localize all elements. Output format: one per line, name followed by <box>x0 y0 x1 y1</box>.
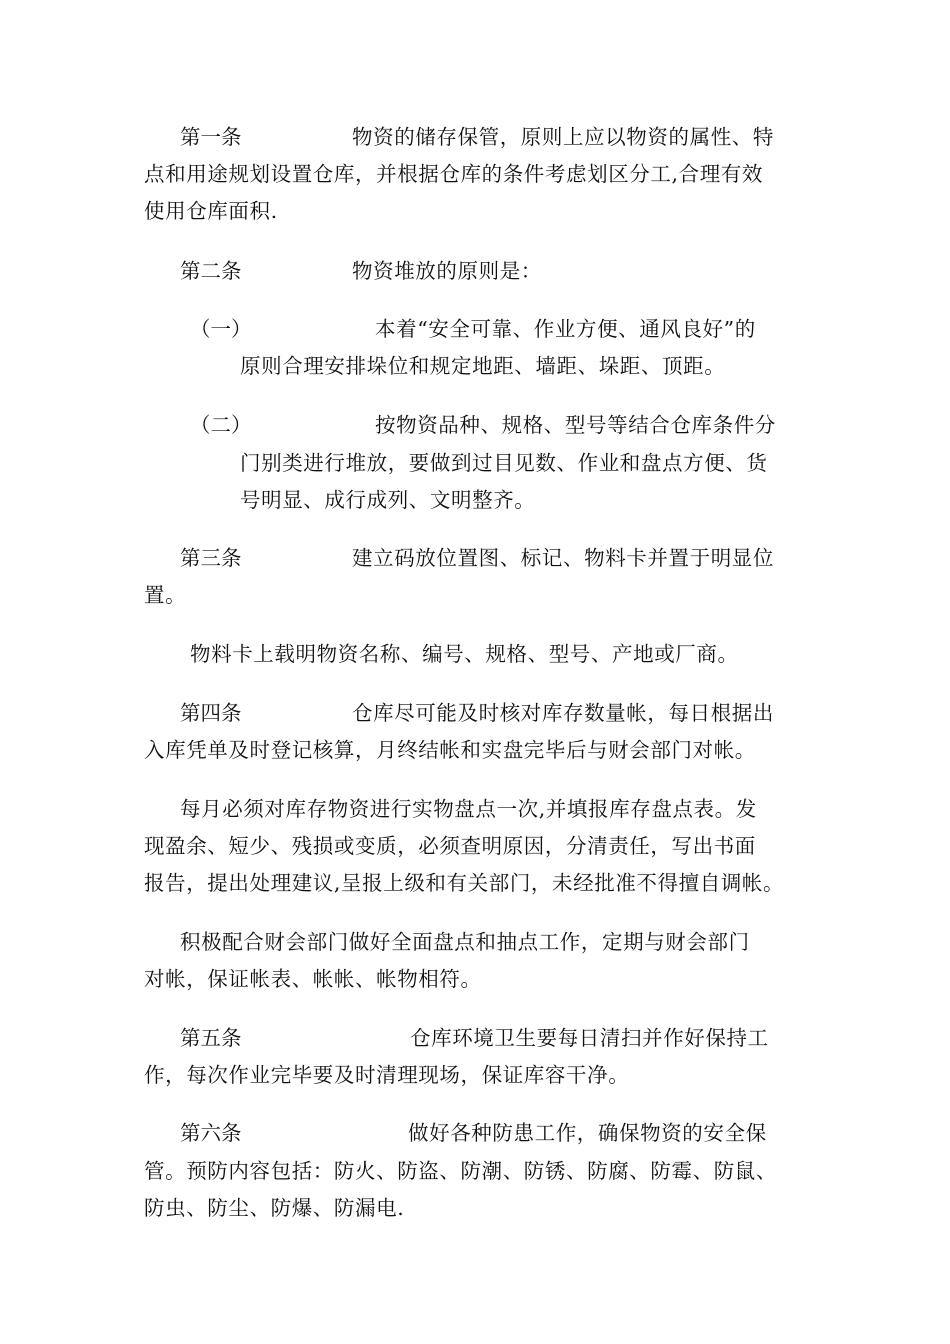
paragraph-line: 物料卡上载明物资名称、编号、规格、型号、产地或厂商。 <box>190 642 739 666</box>
article-text-line: 入库凭单及时登记核算，月终结帐和实盘完毕后与财会部门对帐。 <box>144 738 756 762</box>
article-text-line: 物资的储存保管，原则上应以物资的属性、特 <box>352 125 774 149</box>
paragraph-line: 对帐，保证帐表、帐帐、帐物相符。 <box>144 967 482 991</box>
item-text-line: 按物资品种、规格、型号等结合仓库条件分 <box>375 413 776 437</box>
paragraph-line: 积极配合财会部门做好全面盘点和抽点工作，定期与财会部门 <box>180 930 750 954</box>
article-number: 第二条 <box>180 259 242 283</box>
paragraph-line: 报告，提出处理建议,呈报上级和有关部门，未经批准不得擅自调帐。 <box>144 871 785 895</box>
article-text-line: 防虫、防尘、防爆、防漏电. <box>144 1196 405 1220</box>
article-text-line: 管。预防内容包括：防火、防盗、防潮、防锈、防腐、防霉、防鼠、 <box>144 1159 777 1183</box>
item-text-line: 门别类进行堆放，要做到过目见数、作业和盘点方便、货 <box>240 451 768 475</box>
article-text-line: 物资堆放的原则是： <box>352 259 542 283</box>
article-number: 第六条 <box>180 1121 242 1145</box>
article-number: 第五条 <box>180 1026 242 1050</box>
article-number: 第一条 <box>180 125 242 149</box>
paragraph-line: 每月必须对库存物资进行实物盘点一次,并填报库存盘点表。发 <box>180 797 757 821</box>
article-text-line: 点和用途规划设置仓库，并根据仓库的条件考虑划区分工,合理有效 <box>144 162 764 186</box>
item-number: （二） <box>190 413 252 437</box>
item-text-line: 原则合理安排垛位和规定地距、墙距、垛距、顶距。 <box>240 354 726 378</box>
item-number: （一） <box>190 317 252 341</box>
article-text-line: 仓库环境卫生要每日清扫并作好保持工 <box>410 1026 769 1050</box>
article-number: 第三条 <box>180 546 242 570</box>
article-text-line: 作，每次作业完毕要及时清理现场，保证库容干净。 <box>144 1063 630 1087</box>
paragraph-line: 现盈余、短少、残损或变质，必须查明原因，分清责任，写出书面 <box>144 834 756 858</box>
article-text-line: 仓库尽可能及时核对库存数量帐，每日根据出 <box>352 701 774 725</box>
article-text-line: 置。 <box>144 583 187 607</box>
item-text-line: 本着“安全可靠、作业方便、通风良好”的 <box>375 317 756 341</box>
article-text-line: 建立码放位置图、标记、物料卡并置于明显位 <box>352 546 774 570</box>
item-text-line: 号明显、成行成列、文明整齐。 <box>240 488 536 512</box>
article-text-line: 做好各种防患工作，确保物资的安全保 <box>408 1121 767 1145</box>
article-text-line: 使用仓库面积. <box>144 199 278 223</box>
article-number: 第四条 <box>180 701 242 725</box>
